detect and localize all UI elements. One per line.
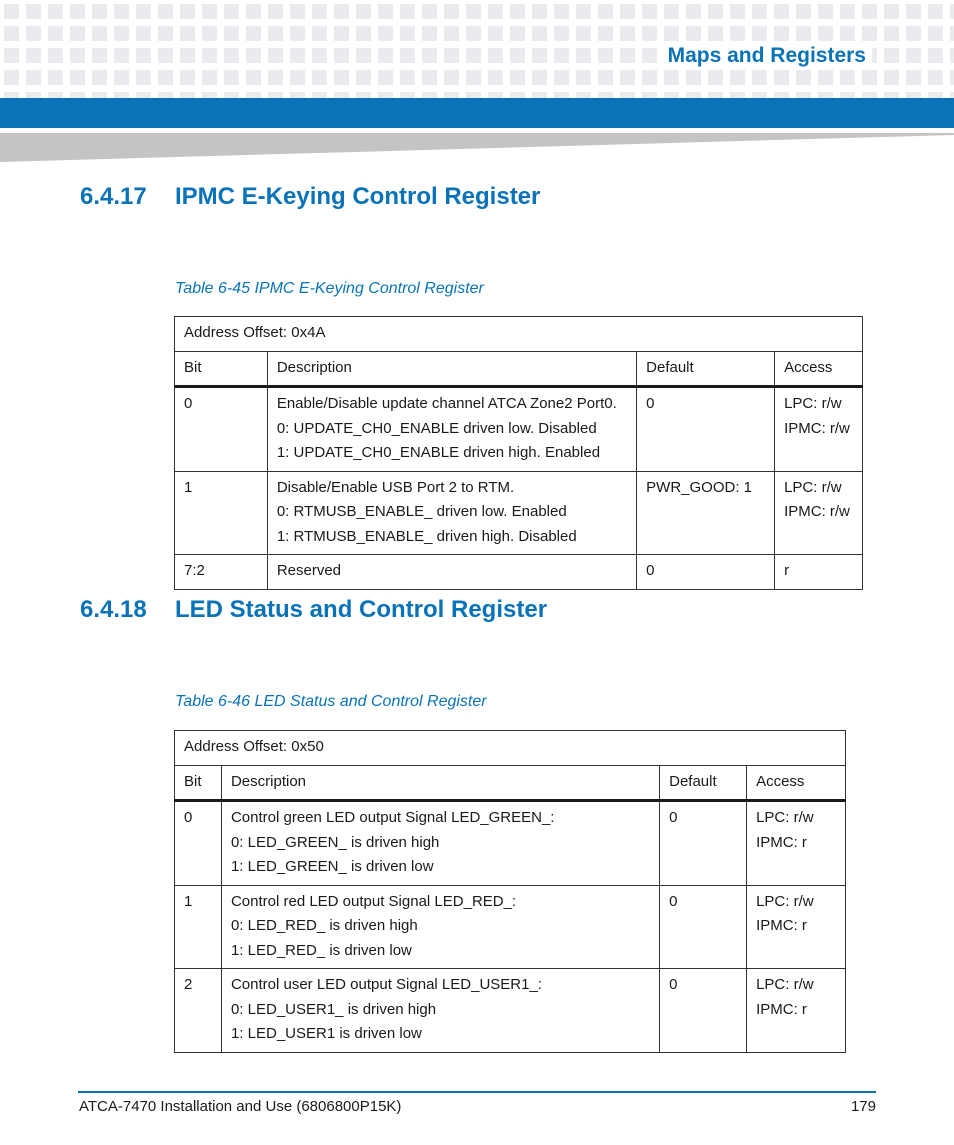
- cell-bit: 7:2: [175, 555, 268, 590]
- access-line: LPC: r/w: [784, 395, 842, 412]
- description-line: 0: LED_GREEN_ is driven high: [230, 833, 440, 851]
- description-line: Control user LED output Signal LED_USER1_:: [230, 976, 542, 993]
- cell-access: [775, 387, 863, 472]
- access-line: IPMC: r: [756, 1000, 807, 1018]
- cell-access: [775, 471, 863, 555]
- description-line: Control red LED output Signal LED_RED_:: [230, 892, 517, 910]
- table-row: [175, 801, 846, 886]
- cell-description: [267, 387, 636, 472]
- cell-description: [221, 801, 659, 886]
- access-line: IPMC: r/w: [784, 419, 850, 437]
- table-row: [175, 885, 846, 969]
- table-address-row: [175, 731, 846, 766]
- page-number: 179: [850, 1098, 876, 1115]
- column-header-bit: Bit: [175, 765, 222, 801]
- description-line: Control green LED output Signal LED_GREEN_:: [230, 809, 555, 826]
- table-header-row: [175, 351, 863, 387]
- access-line: LPC: r/w: [756, 809, 814, 826]
- description-line: 1: LED_USER1 is driven low: [230, 1025, 422, 1042]
- access-line: IPMC: r/w: [784, 503, 850, 520]
- description-line: 1: LED_GREEN_ is driven low: [230, 858, 434, 875]
- cell-description: [267, 471, 636, 555]
- section-heading-6-4-17: [80, 183, 540, 211]
- column-header-default: Default: [637, 351, 775, 387]
- cell-description: [221, 885, 659, 969]
- access-line: LPC: r/w: [784, 478, 842, 496]
- section-title-text: IPMC E-Keying Control Register: [175, 183, 541, 210]
- column-header-default: Default: [660, 765, 747, 801]
- table-address-row: [175, 317, 863, 352]
- description-line: 1: UPDATE_CH0_ENABLE driven high. Enabled: [276, 444, 601, 461]
- cell-default: 0: [660, 969, 747, 1053]
- access-line: LPC: r/w: [756, 976, 814, 993]
- table-caption-6-46: Table 6-46 LED Status and Control Register: [175, 693, 487, 710]
- cell-default: 0: [660, 885, 747, 969]
- register-table-ipmc-ekeying: [174, 316, 863, 590]
- column-header-description: Description: [267, 351, 636, 387]
- address-offset: Address Offset: 0x4A: [175, 317, 863, 352]
- description-line: 0: LED_USER1_ is driven high: [230, 1000, 437, 1018]
- cell-bit: 2: [175, 969, 222, 1053]
- description-line: 0: RTMUSB_ENABLE_ driven low. Enabled: [276, 503, 567, 520]
- section-number: 6.4.18: [80, 596, 147, 623]
- cell-default: 0: [660, 801, 747, 886]
- table-row: [175, 555, 863, 590]
- section-heading-6-4-18: [80, 596, 547, 624]
- access-line: r: [784, 562, 790, 579]
- chapter-title: Maps and Registers: [658, 42, 872, 70]
- register-table-led-status: [174, 730, 846, 1053]
- header-blue-bar: [0, 98, 954, 128]
- cell-access: [775, 555, 863, 590]
- header-grey-swoosh: [0, 128, 954, 168]
- column-header-access: Access: [747, 765, 846, 801]
- table-row: [175, 471, 863, 555]
- table-row: [175, 969, 846, 1053]
- description-line: Reserved: [276, 562, 342, 579]
- cell-access: [747, 885, 846, 969]
- cell-access: [747, 801, 846, 886]
- access-line: IPMC: r: [756, 917, 807, 934]
- description-line: Disable/Enable USB Port 2 to RTM.: [276, 478, 515, 496]
- cell-access: [747, 969, 846, 1053]
- description-line: 1: LED_RED_ is driven low: [230, 941, 412, 959]
- column-header-bit: Bit: [175, 351, 268, 387]
- cell-bit: 0: [175, 387, 268, 472]
- table-row: [175, 387, 863, 472]
- cell-default: PWR_GOOD: 1: [637, 471, 775, 555]
- cell-default: 0: [637, 387, 775, 472]
- description-line: 1: RTMUSB_ENABLE_ driven high. Disabled: [276, 527, 577, 545]
- table-caption-6-45: Table 6-45 IPMC E-Keying Control Register: [175, 280, 484, 297]
- description-line: Enable/Disable update channel ATCA Zone2 Port0.: [276, 395, 617, 412]
- cell-default: 0: [637, 555, 775, 590]
- cell-description: [267, 555, 636, 590]
- table-header-row: [175, 765, 846, 801]
- access-line: IPMC: r: [756, 833, 807, 851]
- footer-divider: [78, 1091, 876, 1093]
- description-line: 0: UPDATE_CH0_ENABLE driven low. Disabled: [276, 419, 597, 437]
- section-number: 6.4.17: [80, 183, 147, 210]
- access-line: LPC: r/w: [756, 892, 814, 910]
- footer-document-title: ATCA-7470 Installation and Use (6806800P15K): [79, 1098, 402, 1115]
- cell-bit: 0: [175, 801, 222, 886]
- cell-bit: 1: [175, 885, 222, 969]
- cell-bit: 1: [175, 471, 268, 555]
- column-header-description: Description: [221, 765, 659, 801]
- section-title-text: LED Status and Control Register: [175, 596, 548, 623]
- cell-description: [221, 969, 659, 1053]
- column-header-access: Access: [775, 351, 863, 387]
- address-offset: Address Offset: 0x50: [175, 731, 846, 766]
- description-line: 0: LED_RED_ is driven high: [230, 917, 418, 934]
